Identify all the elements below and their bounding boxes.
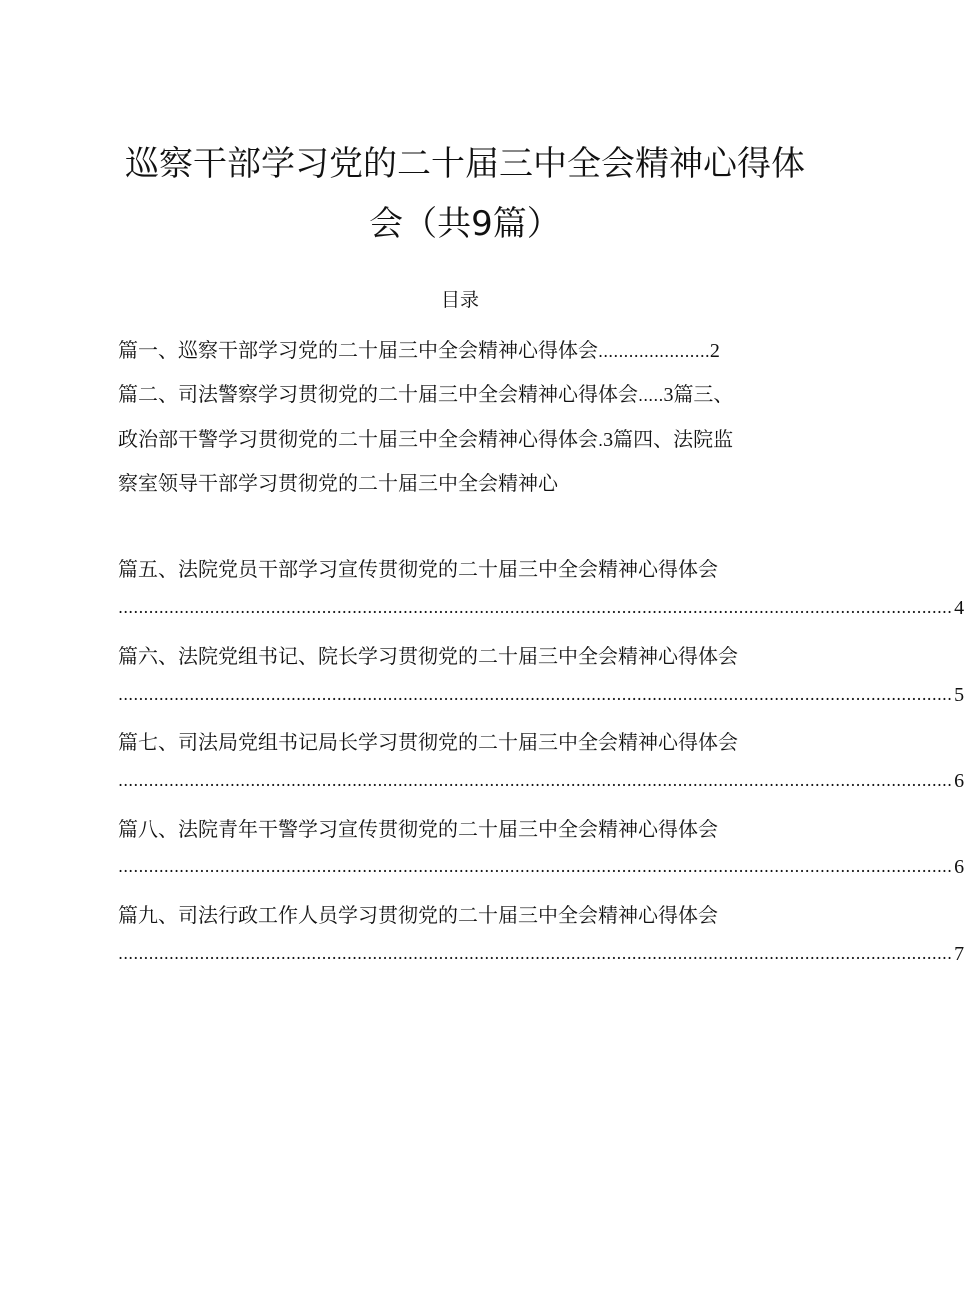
toc-entry-9[interactable] (118, 899, 718, 928)
toc-entry-8[interactable] (118, 813, 718, 842)
toc-entry-4[interactable] (118, 467, 558, 496)
toc-entry-9-leader (118, 943, 964, 965)
toc-entry-8-leader (118, 856, 964, 878)
toc-entry-title: 篇二、司法警察学习贯彻党的二十届三中全会精神心得体会 (118, 382, 638, 406)
toc-page-number: 6 (954, 856, 964, 878)
toc-page-number: 2 (709, 340, 720, 362)
toc-entry-5-leader (118, 597, 964, 619)
toc-entry-title: 篇七、司法局党组书记局长学习贯彻党的二十届三中全会精神心得体会 (118, 730, 738, 754)
toc-entry-title: 篇八、法院青年干警学习宣传贯彻党的二十届三中全会精神心得体会 (118, 817, 718, 841)
toc-page-number: 3 (603, 429, 614, 451)
toc-entry-1[interactable] (118, 334, 720, 363)
toc-leader-dots: .................................................................................................................................................................... (118, 857, 953, 876)
toc-leader-dots: ..... (638, 386, 664, 405)
toc-entry-7[interactable] (118, 726, 738, 755)
toc-leader-dots: .................................................................................................................................................................... (118, 685, 953, 704)
toc-leader-dots: .................................................................................................................................................................... (118, 771, 953, 790)
toc-entry-title: 篇五、法院党员干部学习宣传贯彻党的二十届三中全会精神心得体会 (118, 557, 718, 581)
toc-page-number: 6 (954, 770, 964, 792)
toc-entry-3[interactable] (118, 423, 733, 452)
toc-leader-dots: ...................... (598, 342, 710, 361)
toc-entry-4-start: 篇四、法院监 (613, 427, 734, 451)
toc-entry-2[interactable] (118, 378, 733, 407)
toc-entry-5[interactable] (118, 553, 718, 582)
toc-entry-6[interactable] (118, 640, 738, 669)
toc-entry-7-leader (118, 770, 964, 792)
toc-leader-dots: .................................................................................................................................................................... (118, 944, 953, 963)
toc-entry-title: 篇九、司法行政工作人员学习贯彻党的二十届三中全会精神心得体会 (118, 903, 718, 927)
toc-leader-dots: .................................................................................................................................................................... (118, 598, 953, 617)
toc-leader-dots: . (598, 431, 604, 450)
toc-entry-6-leader (118, 684, 964, 706)
toc-entry-3-start: 篇三、 (673, 382, 734, 406)
toc-entry-title: 察室领导干部学习贯彻党的二十届三中全会精神心 (118, 471, 558, 495)
toc-heading: 目录 (440, 289, 479, 311)
toc-page-number: 5 (954, 684, 964, 706)
toc-entry-title: 篇六、法院党组书记、院长学习贯彻党的二十届三中全会精神心得体会 (118, 644, 738, 668)
toc-entry-title: 篇一、巡察干部学习党的二十届三中全会精神心得体会 (118, 338, 598, 362)
toc-page-number: 7 (954, 943, 964, 965)
toc-page-number: 3 (663, 384, 674, 406)
toc-entry-title: 政治部干警学习贯彻党的二十届三中全会精神心得体会 (118, 427, 598, 451)
document-title-line-2: 会（共9篇） (369, 204, 561, 244)
document-title-line-1: 巡察干部学习党的二十届三中全会精神心得体 (125, 144, 805, 184)
toc-page-number: 4 (954, 597, 964, 619)
